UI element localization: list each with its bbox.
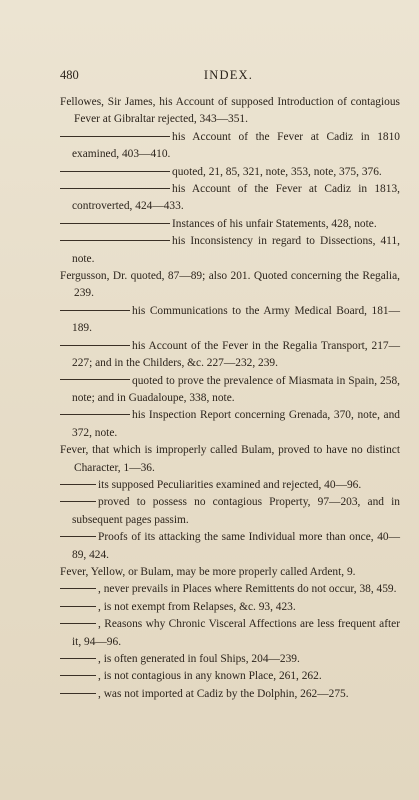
entry-text: his Communications to the Army Medical Board, 181—189. [72, 304, 400, 335]
index-subentry [60, 164, 400, 181]
index-subentry [60, 338, 400, 373]
entry-text: Fellowes, Sir James, his Account of supposed Introduction of contagious Fever at Gibraltar rejected, 343—351. [60, 96, 400, 126]
ditto-dash [60, 223, 170, 224]
ditto-dash [60, 623, 96, 624]
page-header [60, 68, 397, 84]
entry-text: Fever, that which is improperly called Bulam, proved to have no distinct Character, 1—36. [60, 444, 400, 474]
ditto-dash [60, 501, 96, 502]
index-entry [60, 268, 400, 303]
index-subentry [60, 233, 400, 268]
entry-text: his Account of the Fever at Cadiz in 1810 examined, 403—410. [72, 130, 400, 161]
ditto-dash [60, 606, 96, 607]
entry-text: , is not exempt from Relapses, &c. 93, 423. [98, 600, 296, 613]
entry-text: Fever, Yellow, or Bulam, may be more properly called Ardent, 9. [60, 565, 356, 578]
index-subentry [60, 616, 400, 651]
ditto-dash [60, 588, 96, 589]
ditto-dash [60, 536, 96, 537]
index-subentry [60, 216, 400, 233]
index-subentry [60, 373, 400, 408]
ditto-dash [60, 240, 170, 241]
index-subentry [60, 129, 400, 164]
entry-text: proved to possess no contagious Property, 97—203, and in subsequent pages passim. [72, 496, 400, 526]
entry-text: its supposed Peculiarities examined and rejected, 40—96. [98, 478, 362, 491]
entry-text: quoted, 21, 85, 321, note, 353, note, 375, 376. [172, 165, 382, 178]
entry-text: , is often generated in foul Ships, 204—239. [98, 653, 300, 665]
running-title: INDEX. [203, 68, 254, 82]
entry-text: Proofs of its attacking the same Individual more than once, 40—89, 424. [72, 531, 400, 561]
index-subentry [60, 651, 400, 668]
entry-text: , never prevails in Places where Remittents do not occur, 38, 459. [98, 583, 397, 596]
ditto-dash [60, 310, 130, 311]
entry-text: quoted to prove the prevalence of Miasmata in Spain, 258, note; and in Guadaloupe, 338, note. [72, 374, 400, 404]
ditto-dash [60, 188, 170, 189]
ditto-dash [60, 675, 96, 676]
entry-text: Instances of his unfair Statements, 428, note. [172, 217, 377, 230]
index-subentry [60, 529, 400, 564]
entry-text: , is not contagious in any known Place, 261, 262. [98, 670, 322, 683]
index-subentry [60, 303, 400, 338]
entry-text: his Account of the Fever in the Regalia Transport, 217—227; and in the Childers, &c. 227—232, 239. [72, 339, 400, 370]
ditto-dash [60, 414, 130, 415]
index-subentry [60, 494, 400, 529]
index-entry [60, 442, 400, 477]
index-subentry [60, 599, 400, 616]
index-subentry [60, 181, 400, 216]
entry-text: his Inspection Report concerning Grenada, 370, note, and 372, note. [72, 409, 400, 439]
index-subentry [60, 668, 400, 685]
index-subentry [60, 407, 400, 442]
index-entry [60, 94, 400, 129]
entry-text: his Inconsistency in regard to Dissections, 411, note. [72, 235, 400, 265]
index-subentry [60, 581, 400, 598]
entry-text: his Account of the Fever at Cadiz in 1813, controverted, 424—433. [72, 183, 400, 213]
ditto-dash [60, 484, 96, 485]
ditto-dash [60, 693, 96, 694]
ditto-dash [60, 379, 130, 380]
ditto-dash [60, 171, 170, 172]
ditto-dash [60, 658, 96, 659]
index-entry [60, 564, 400, 581]
ditto-dash [60, 136, 170, 137]
page-number: 480 [60, 68, 79, 82]
entry-text: , was not imported at Cadiz by the Dolphin, 262—275. [98, 687, 349, 700]
entry-text: , Reasons why Chronic Visceral Affections are less frequent after it, 94—96. [72, 618, 400, 648]
index-entries [60, 94, 400, 703]
ditto-dash [60, 345, 130, 346]
entry-text: Fergusson, Dr. quoted, 87—89; also 201. Quoted concerning the Regalia, 239. [60, 270, 400, 300]
index-subentry [60, 686, 400, 703]
index-subentry [60, 477, 400, 494]
